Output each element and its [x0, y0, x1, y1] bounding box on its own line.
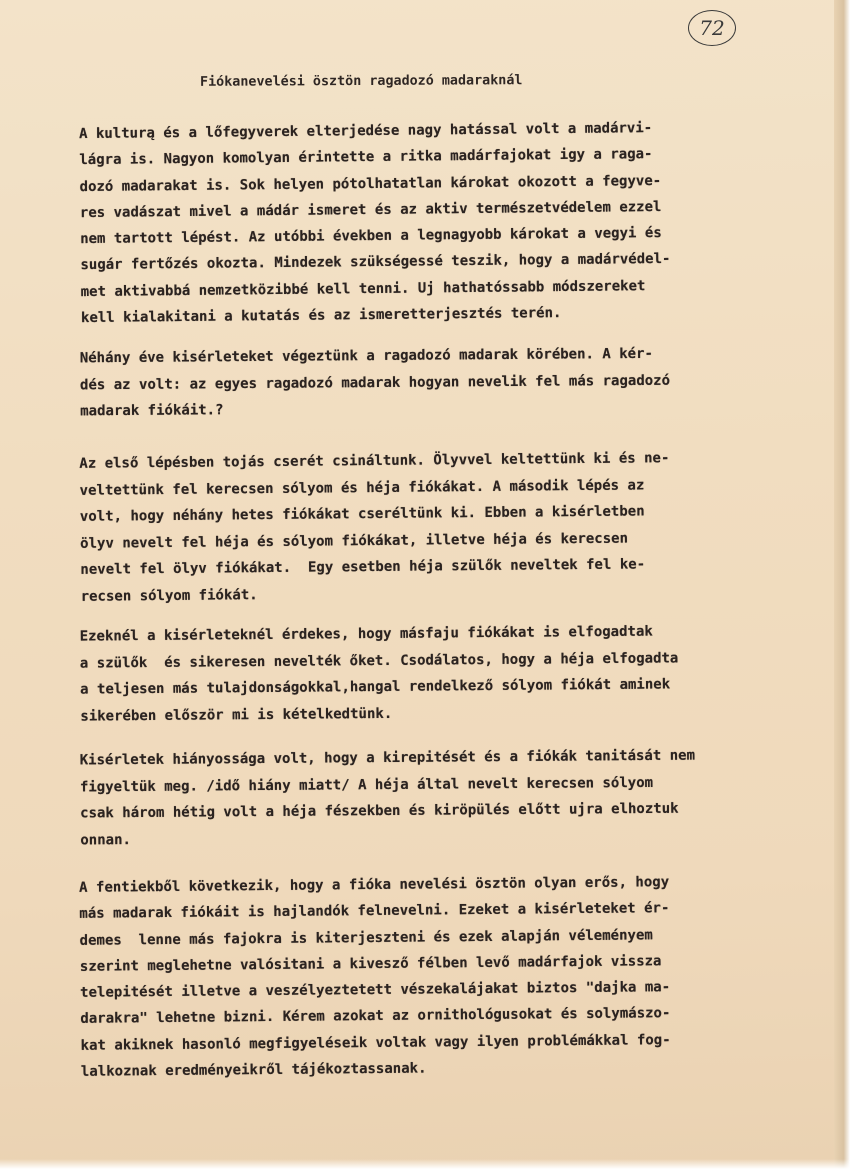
- text-line: Néhány éve kisérleteket végeztünk a ragadozó madarak körében. A kér-: [79, 345, 654, 367]
- text-line: A kulturą és a lőfegyverek elterjedése nagy hatással volt a madárvi-: [78, 120, 653, 143]
- text-line: a teljesen más tulajdonságokkal,hangal rendelkező sólyom fiókát aminek: [80, 676, 671, 698]
- text-line: figyeltük meg. /idő hiány miatt/ A héja által nevelt kerecsen sólyom: [79, 774, 654, 795]
- paragraph-3: [79, 445, 671, 610]
- text-line: Kisérletek hiányossága volt, hogy a kirepitését és a fiókák tanitását nem: [79, 747, 696, 769]
- text-line: a szülők és sikeresen nevelték őket. Csodálatos, hogy a héja elfogadta: [79, 649, 679, 672]
- text-line: csak három hétig volt a héja fészekben és kiröpülés előtt ujra elhoztuk: [80, 800, 679, 822]
- handwritten-page-number: 72: [688, 10, 736, 46]
- text-line: kell kialakitani a kutatás és az ismeretterjesztés terén.: [80, 305, 562, 327]
- text-line: demes lenne más fajokra is kiterjeszteni és ezek alapján véleményem: [79, 926, 653, 949]
- document-title: Fiókanevelési ösztön ragadozó madaraknál: [199, 73, 523, 90]
- text-line: más madarak fiókáit is hajlandók felnevelni. Ezeket a kisérleteket ér-: [79, 900, 670, 923]
- text-line: nevelt fel ölyv fiókákat. Egy esetben héja szülők neveltek fel ke-: [80, 556, 646, 578]
- paragraph-6: [79, 869, 671, 1085]
- text-line: Az első lépésben tojás cserét csináltunk. Ölyvvel keltettünk ki és ne-: [79, 450, 670, 472]
- paragraph-5: [80, 743, 696, 854]
- text-line: szerint meglehetne valósitani a kivesző félben levő madárfajok vissza: [79, 953, 662, 975]
- paragraph-4: [80, 618, 679, 729]
- text-line: volt, hogy néhány hetes fiókákat cseréltünk ki. Ebben a kisérletben: [79, 503, 645, 525]
- paragraph-2: [80, 341, 671, 425]
- text-line: veltettünk fel kerecsen sólyom és héja fiókákat. A második lépés az: [79, 476, 645, 499]
- text-line: onnan.: [80, 831, 131, 848]
- page-edge-shadow: [834, 0, 850, 1169]
- text-line: darakra" lehetne bizni. Kérem azokat az ornithológusokat és solymászo-: [80, 1005, 671, 1028]
- text-line: kat akiknek hasonló megfigyeléseik voltak vagy ilyen problémákkal fog-: [80, 1031, 671, 1054]
- text-line: madarak fiókáit.?: [80, 402, 224, 420]
- text-line: dozó madarakat is. Sok helyen pótolhatatlan károkat okozott a fegyve-: [79, 172, 662, 195]
- text-line: sikerében először mi is kételkedtünk.: [80, 705, 393, 725]
- paragraph-1: [79, 115, 671, 332]
- text-line: Ezeknél a kisérleteknél érdekes, hogy másfaju fiókákat is elfogadtak: [79, 623, 653, 645]
- text-line: dés az volt: az egyes ragadozó madarak hogyan nevelik fel más ragadozó: [79, 372, 671, 393]
- text-line: nem tartott lépést. Az utóbbi években a legnagyobb károkat a vegyi és: [80, 225, 662, 248]
- text-line: lalkoznak eredményeikről tájékoztassanak.: [80, 1060, 427, 1080]
- text-line: res vadászat mivel a mádár ismeret és az aktiv természetvédelem ezzel: [79, 198, 662, 221]
- page-bottom-edge: [0, 1159, 850, 1169]
- text-line: recsen sólyom fiókát.: [80, 586, 258, 605]
- text-line: lágra is. Nagyon komolyan érintette a ritka madárfajokat igy a raga-: [79, 146, 653, 169]
- text-line: telepitését illetve a veszélyeztetett vészekalájakat biztos "dajka ma-: [80, 979, 671, 1002]
- text-line: sugár fertőzés okozta. Mindezek szükségessé teszik, hogy a madárvédel-: [80, 251, 671, 274]
- text-line: A fentiekből következik, hogy a fióka nevelési ösztön olyan erős, hogy: [79, 874, 670, 896]
- text-line: met aktivabbá nemzetközibbé kell tenni. Uj hathatóssabb módszereket: [80, 277, 646, 300]
- text-line: ölyv nevelt fel héja és sólyom fiókákat, illetve héja és kerecsen: [80, 530, 629, 552]
